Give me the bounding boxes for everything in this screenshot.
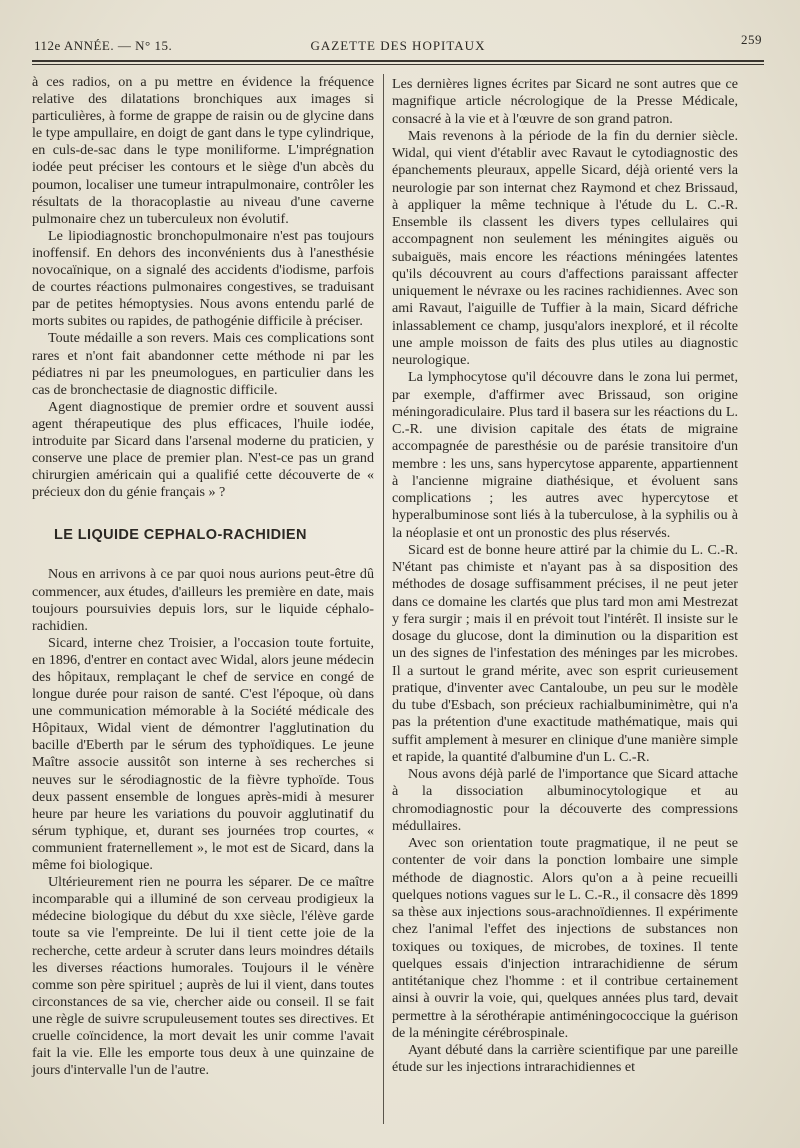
- paragraph: Sicard, interne chez Troisier, a l'occasion toute fortuite, en 1896, d'entrer en contact avec Widal, alors jeune médecin des hôpitaux, remplaçant le chef de service en congé de longue durée pour raison de santé. C'est l'époque, où dans une communication mémorable à la Société médicale des Hôpitaux, Widal vient de démontrer l'agglutination du bacille d'Eberth par le sérum des typhoïdiques. Le jeune Maître associe aussitôt son interne à ses recherches si neuves sur le sérodiagnostic de la fièvre typhoïde. Tous deux passent ensemble de longues après-midi à mesurer heure par heure les variations du pouvoir agglutinatif du sérum typhique, et, durant ses journées trop courtes, « communient fraternellement », le mot est de Sicard, dans la même foi biologique.: [32, 634, 374, 874]
- paragraph: Nous avons déjà parlé de l'importance que Sicard attache à la dissociation albuminocytologique et au chromodiagnostic pour la découverte des compressions médullaires.: [392, 766, 738, 834]
- column-divider: [383, 74, 384, 1124]
- issue-label: 112e ANNÉE. — N° 15.: [34, 38, 173, 53]
- journal-title: GAZETTE DES HOPITAUX: [310, 38, 486, 53]
- paragraph: Mais revenons à la période de la fin du dernier siècle. Widal, qui vient d'établir avec Ravaut le cytodiagnostic des épanchements pleuraux, appelle Sicard, déjà orienté vers la neurologie par son internat chez Raymond et chez Brissaud, à appliquer la même technique à l'étude du L. C.-R. Ensemble ils classent les divers types cellulaires qui accompagnent non seulement les méningites aiguës ou subaiguës, mais encore les réactions méningées latentes qu'ils découvrent au cours d'affections paraissant affecter uniquement le névraxe ou les racines rachidiennes. Avec son ami Ravaut, l'aiguille de Tuffier à la main, Sicard défriche inlassablement ce champ, jusqu'alors inexploré, et il récolte une ample moisson de faits des plus utiles au diagnostic neurologique.: [392, 127, 738, 368]
- paragraph: Le lipiodiagnostic bronchopulmonaire n'est pas toujours inoffensif. En dehors des inconvénients dus à l'anesthésie novocaïnique, on a signalé des accidents d'iodisme, parfois de courtes réactions pulmonaires congestives, se traduisant par de petites hémoptysies. Nous avons entendu parlé de morts subites ou rapides, de pathogénie difficile à préciser.: [32, 227, 374, 330]
- right-column: [392, 76, 738, 1077]
- paragraph: Toute médaille a son revers. Mais ces complications sont rares et n'ont fait abandonner cette méthode ni par les pédiatres ni par les pneumologues, en particulier dans les cas de bronchectasie de diagnostic difficile.: [32, 330, 374, 398]
- page-header: [34, 30, 762, 58]
- paragraph: Ultérieurement rien ne pourra les séparer. De ce maître incomparable qui a illuminé de son cerveau prodigieux la médecine biologique du début du xxe siècle, l'élève garde toute sa vie l'empreinte. De lui il tient cette joie de la recherche, cette ardeur à scruter dans leurs moindres détails les diverses réactions humorales. Toujours il le vénère comme son père spirituel ; auprès de lui il vient, dans toutes circonstances de sa vie, chercher aide ou conseil. Il se fait une règle de suivre scrupuleusement toutes ses directives. Et cruelle coïncidence, la mort devait les unir comme l'avait fait la vie. Elle les emporte tous deux à une quinzaine de jours d'intervalle l'un de l'autre.: [32, 874, 374, 1079]
- paragraph: Avec son orientation toute pragmatique, il ne peut se contenter de voir dans la ponction lombaire une simple méthode de diagnostic. Alors qu'on a à peine recueilli quelques notions vagues sur le L. C.-R., il consacre dès 1899 sa thèse aux injections sous-arachnoïdiennes. Il expérimente chez l'animal l'effet des injections de substances non toxiques ou toxiques, de microbes, de toxines. Il tente quelques essais d'injection intrarachidienne de sérum antitétanique chez l'homme : et il contribue certainement ainsi à ouvrir la voie, qui, quelques années plus tard, devait permettre à la sérothérapie antiméningococcique la guérison de la méningite cérébrospinale.: [392, 835, 738, 1041]
- paragraph: Les dernières lignes écrites par Sicard ne sont autres que ce magnifique article nécrologique de la Presse Médicale, consacré à la vie et à l'œuvre de son grand patron.: [392, 76, 738, 127]
- header-rule: [32, 60, 764, 65]
- section-title: LE LIQUIDE CEPHALO-RACHIDIEN: [54, 527, 307, 544]
- paragraph: à ces radios, on a pu mettre en évidence la fréquence relative des dilatations bronchiques aux images si particulières, à forme de grappe de raisin ou de glycine dans le type ampullaire, en doigt de gant dans le type cylindrique, en culs-de-sac dans le type moniliforme. L'imprégnation iodée peut préciser les contours et le siège d'un abcès du poumon, localiser une tumeur intrapulmonaire, contrôler les résultats de la thoracoplastie au niveau d'une caverne pulmonaire chez un tuberculeux non évolutif.: [32, 74, 374, 227]
- paragraph: La lymphocytose qu'il découvre dans le zona lui permet, par exemple, d'affirmer avec Brissaud, son origine méningoradiculaire. Plus tard il basera sur les réactions du L. C.-R. une division capitale des états de migraine accompagnée de paresthésie ou de parésie transitoire d'un membre : les uns, sans hypercytose apparente, appartiennent à l'ancienne migraine diathésique, et évoluent sans complications ; les autres avec hypercytose et hyperalbuminose sont liés à la tuberculose, à la syphilis ou à la néoplasie et ont un pronostic des plus réservés.: [392, 369, 738, 541]
- left-column: [32, 74, 374, 1079]
- page-number: 259: [741, 32, 762, 47]
- paragraph: Nous en arrivons à ce par quoi nous aurions peut-être dû commencer, aux études, d'ailleurs les première en date, mais toujours poursuivies depuis lors, sur le liquide céphalo-rachidien.: [32, 566, 374, 634]
- paragraph: Ayant débuté dans la carrière scientifique par une pareille étude sur les injections intrarachidiennes et: [392, 1042, 738, 1076]
- paragraph: Sicard est de bonne heure attiré par la chimie du L. C.-R. N'étant pas chimiste et n'ayant pas à sa disposition des méthodes de dosage suffisamment précises, il ne peut jeter dans ce domaine les clartés que plus tard mon ami Mestrezat y fera surgir ; mais il en prévoit tout l'intérêt. Il insiste sur le dosage du glucose, dont la diminution ou la disparition est un des signes de l'infestation des méninges par les microbes. Il a surtout le grand mérite, avec son esprit curieusement pratique, d'inventer avec Cantaloube, un peu sur le modèle du tube d'Esbach, son précieux rachialbuminimètre, qui n'a pas la prétention d'une exactitude mathématique, mais qui suffit amplement à mesurer en clinique d'une manière simple et rapide, la quantité d'albumine d'un L. C.-R.: [392, 541, 738, 765]
- paragraph: Agent diagnostique de premier ordre et souvent aussi agent thérapeutique des plus efficaces, l'huile iodée, introduite par Sicard dans l'arsenal moderne du praticien, y conserve une place de premier plan. N'est-ce pas un grand chirurgien américain qui a qualifié cette découverte de « précieux don du génie français » ?: [32, 398, 374, 501]
